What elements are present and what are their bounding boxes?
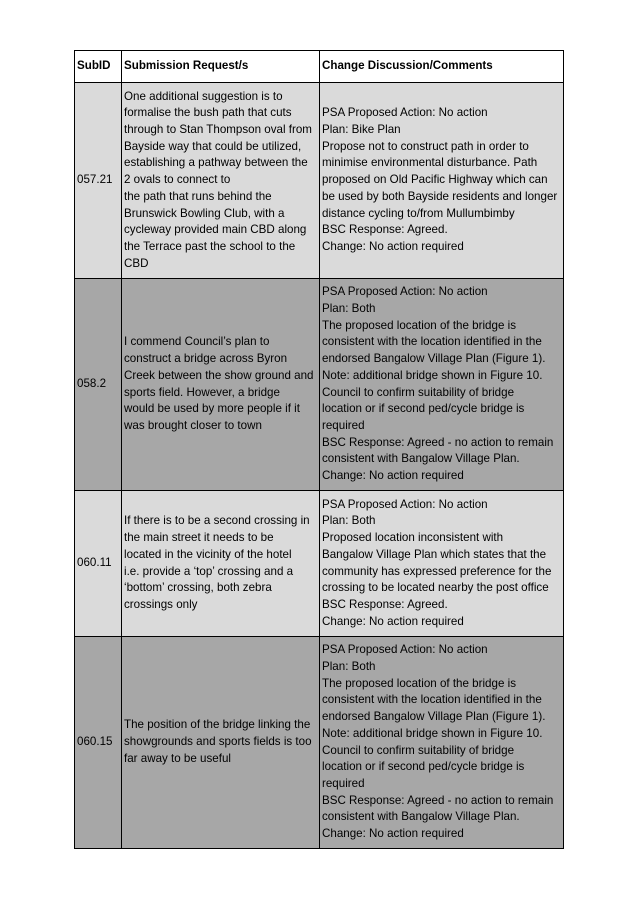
- cell-text-line: formalise the bush path that cuts: [124, 106, 292, 120]
- cell-text-line: Change: No action required: [322, 827, 464, 841]
- cell-text-line: Council to confirm suitability of bridge: [322, 743, 515, 757]
- cell-text-line: consistent with the location identified in the: [322, 693, 542, 707]
- cell-text-line: I commend Council’s plan to: [124, 335, 270, 349]
- cell-text-line: BSC Response: Agreed.: [322, 597, 448, 611]
- header-change-discussion: Change Discussion/Comments: [320, 51, 564, 83]
- subid-cell: 057.21: [75, 83, 122, 279]
- cell-text-line: Plan: Bike Plan: [322, 123, 401, 137]
- subid-cell: 058.2: [75, 279, 122, 491]
- cell-text-line: the main street it needs to be: [124, 531, 274, 545]
- request-cell: [122, 83, 320, 279]
- table-row: [75, 279, 564, 491]
- cell-text-line: establishing a pathway between the: [124, 156, 308, 170]
- cell-text-line: PSA Proposed Action: No action: [322, 106, 488, 120]
- request-cell: [122, 491, 320, 637]
- table-header-row: [75, 51, 564, 83]
- cell-text-line: Note: additional bridge shown in Figure 10.: [322, 368, 543, 382]
- comments-cell: [320, 637, 564, 849]
- cell-text-line: construct a bridge across Byron: [124, 352, 288, 366]
- cell-text-line: required: [322, 776, 365, 790]
- cell-text-line: Plan: Both: [322, 659, 376, 673]
- cell-text-line: BSC Response: Agreed.: [322, 223, 448, 237]
- cell-text-line: Brunswick Bowling Club, with a: [124, 206, 285, 220]
- cell-text-line: BSC Response: Agreed - no action to remain: [322, 435, 554, 449]
- cell-text-line: BSC Response: Agreed - no action to remain: [322, 793, 554, 807]
- cell-text-line: 2 ovals to connect to: [124, 173, 231, 187]
- cell-text-line: proposed on Old Pacific Highway which can: [322, 173, 548, 187]
- cell-text-line: community has expressed preference for the: [322, 564, 552, 578]
- cell-text-line: the Terrace past the school to the: [124, 239, 296, 253]
- cell-text-line: The proposed location of the bridge is: [322, 676, 516, 690]
- cell-text-line: ‘bottom’ crossing, both zebra: [124, 581, 272, 595]
- header-subid: SubID: [75, 51, 122, 83]
- cell-text-line: showgrounds and sports fields is too: [124, 735, 312, 749]
- cell-text-line: Change: No action required: [322, 469, 464, 483]
- cell-text-line: was brought closer to town: [124, 418, 262, 432]
- cell-text-line: The position of the bridge linking the: [124, 718, 311, 732]
- subid-cell: 060.15: [75, 637, 122, 849]
- cell-text-line: Change: No action required: [322, 614, 464, 628]
- table-row: [75, 491, 564, 637]
- cell-text-line: Propose not to construct path in order to: [322, 139, 529, 153]
- cell-text-line: Change: No action required: [322, 239, 464, 253]
- cell-text-line: endorsed Bangalow Village Plan (Figure 1).: [322, 352, 546, 366]
- cell-text-line: consistent with Bangalow Village Plan.: [322, 810, 520, 824]
- cell-text-line: location or if second ped/cycle bridge is: [322, 402, 525, 416]
- cell-text-line: Note: additional bridge shown in Figure 10.: [322, 726, 543, 740]
- cell-text-line: far away to be useful: [124, 751, 231, 765]
- cell-text-line: consistent with Bangalow Village Plan.: [322, 452, 520, 466]
- cell-text-line: Plan: Both: [322, 301, 376, 315]
- cell-text-line: PSA Proposed Action: No action: [322, 497, 488, 511]
- cell-text-line: would be used by more people if it: [124, 402, 300, 416]
- request-cell: [122, 637, 320, 849]
- comments-cell: [320, 83, 564, 279]
- subid-cell: 060.11: [75, 491, 122, 637]
- cell-text-line: sports field. However, a bridge: [124, 385, 280, 399]
- header-submission-request: Submission Request/s: [122, 51, 320, 83]
- cell-text-line: PSA Proposed Action: No action: [322, 643, 488, 657]
- table-row: [75, 83, 564, 279]
- cell-text-line: located in the vicinity of the hotel: [124, 547, 292, 561]
- cell-text-line: Council to confirm suitability of bridge: [322, 385, 515, 399]
- comments-cell: [320, 491, 564, 637]
- cell-text-line: One additional suggestion is to: [124, 89, 283, 103]
- cell-text-line: crossing to be located nearby the post office: [322, 581, 549, 595]
- comments-cell: [320, 279, 564, 491]
- cell-text-line: cycleway provided main CBD along: [124, 223, 307, 237]
- cell-text-line: the path that runs behind the: [124, 189, 272, 203]
- cell-text-line: location or if second ped/cycle bridge is: [322, 760, 525, 774]
- request-cell: [122, 279, 320, 491]
- cell-text-line: through to Stan Thompson oval from: [124, 123, 312, 137]
- cell-text-line: be used by both Bayside residents and longer: [322, 189, 558, 203]
- cell-text-line: consistent with the location identified in the: [322, 335, 542, 349]
- cell-text-line: Creek between the show ground and: [124, 368, 314, 382]
- cell-text-line: PSA Proposed Action: No action: [322, 285, 488, 299]
- cell-text-line: i.e. provide a ‘top’ crossing and a: [124, 564, 294, 578]
- cell-text-line: required: [322, 418, 365, 432]
- cell-text-line: Plan: Both: [322, 514, 376, 528]
- submissions-table: [74, 50, 564, 849]
- cell-text-line: distance cycling to/from Mullumbimby: [322, 206, 515, 220]
- cell-text-line: Bangalow Village Plan which states that the: [322, 547, 547, 561]
- table-row: [75, 637, 564, 849]
- cell-text-line: minimise environmental disturbance. Path: [322, 156, 538, 170]
- cell-text-line: crossings only: [124, 597, 198, 611]
- cell-text-line: If there is to be a second crossing in: [124, 514, 310, 528]
- cell-text-line: CBD: [124, 256, 149, 270]
- cell-text-line: Bayside way that could be utilized,: [124, 139, 302, 153]
- cell-text-line: The proposed location of the bridge is: [322, 318, 516, 332]
- cell-text-line: Proposed location inconsistent with: [322, 531, 504, 545]
- cell-text-line: endorsed Bangalow Village Plan (Figure 1).: [322, 710, 546, 724]
